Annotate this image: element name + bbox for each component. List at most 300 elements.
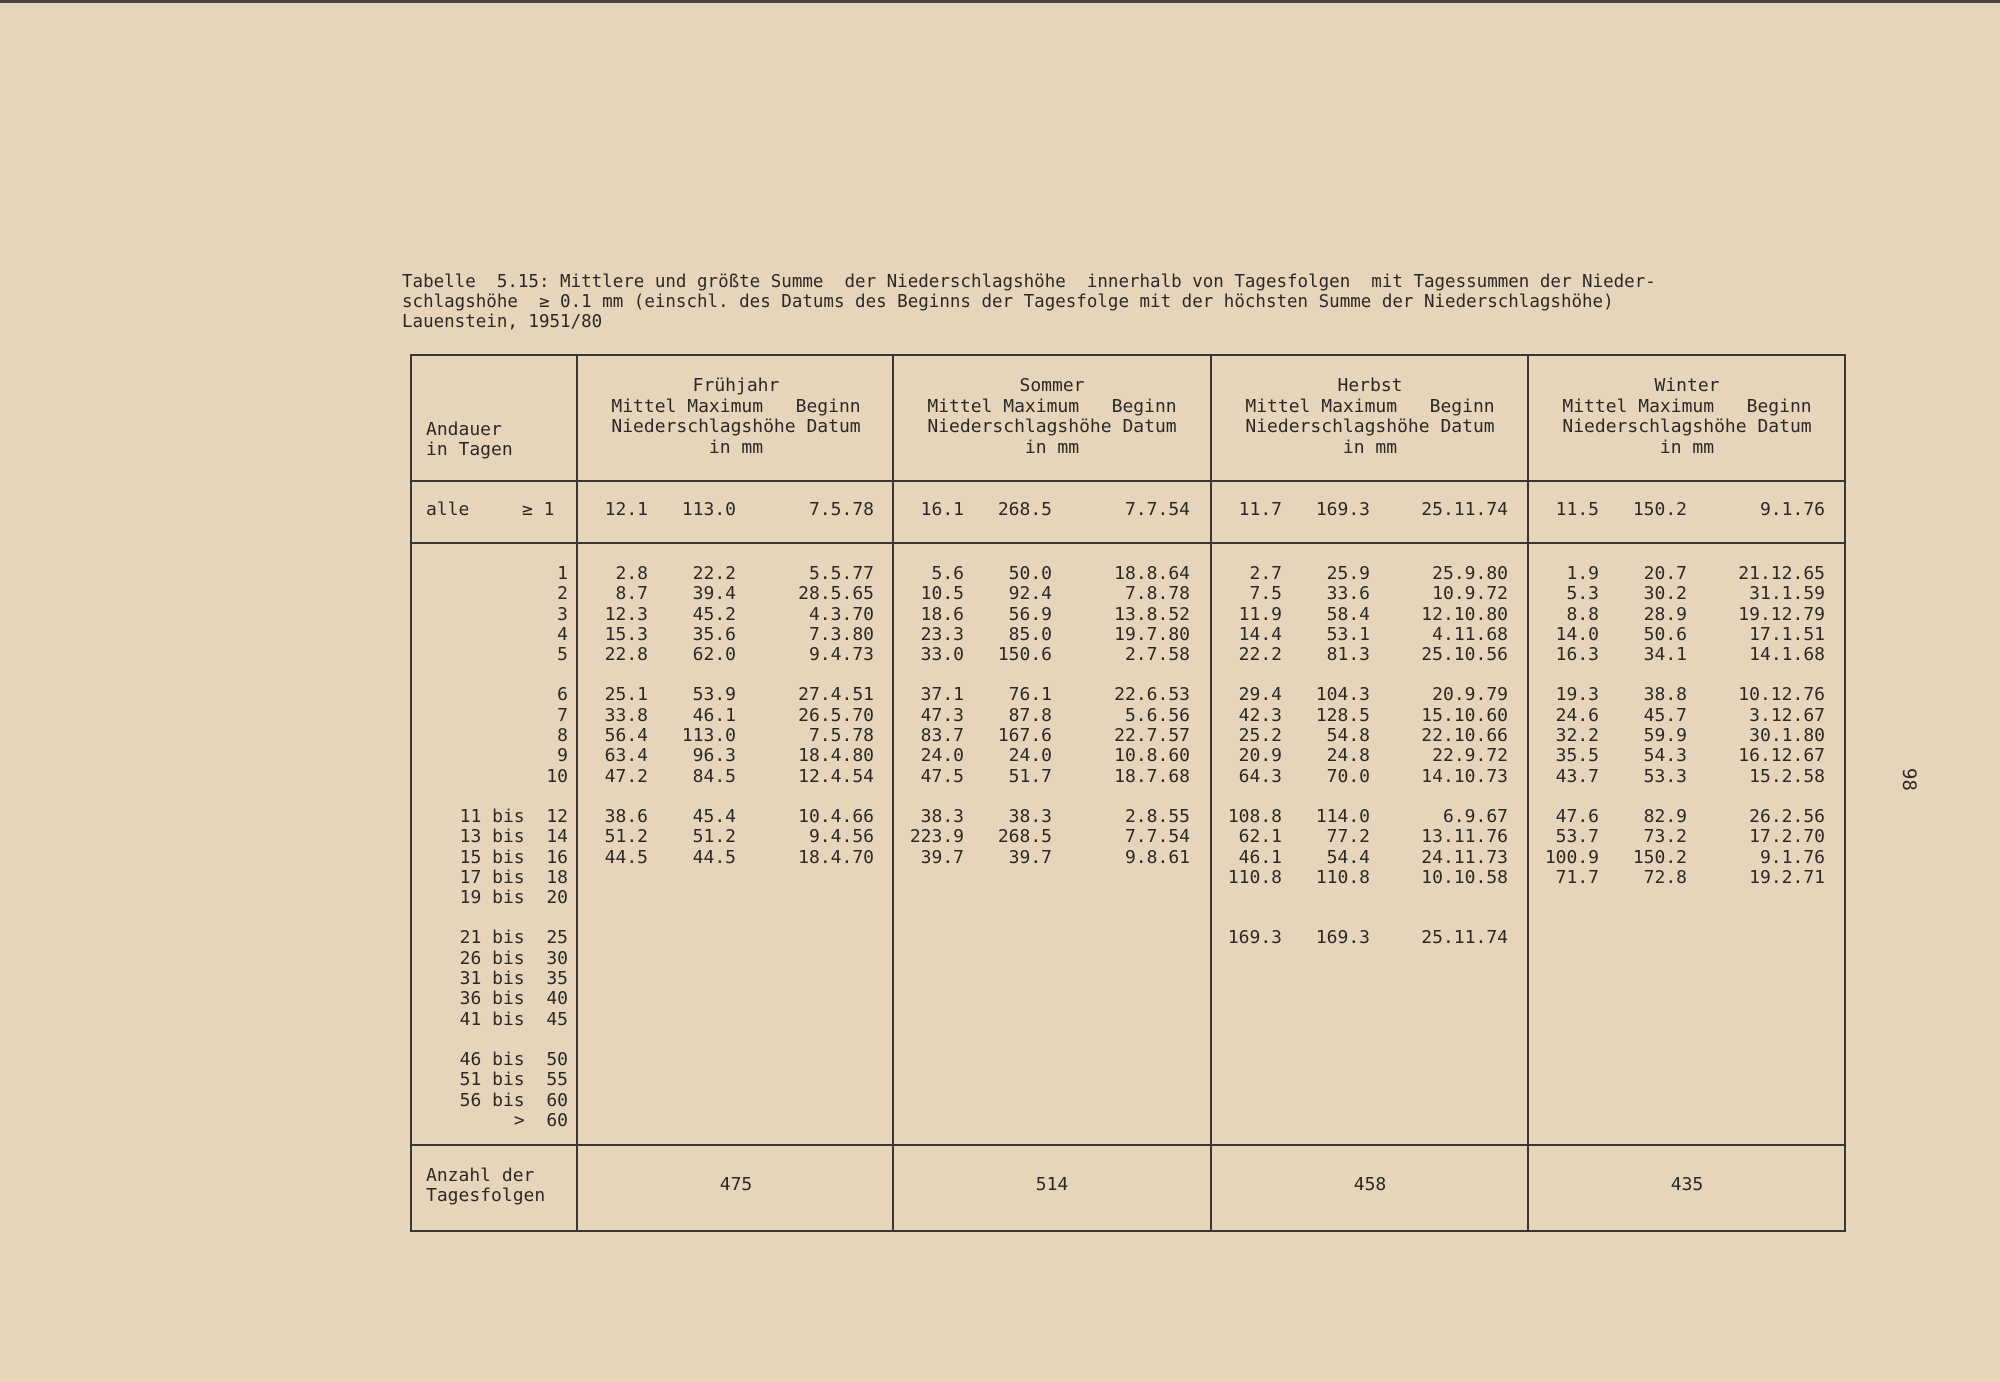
- value-group: [902, 685, 1202, 786]
- cell-maximum: 22.2: [692, 563, 736, 584]
- cell-maximum: 268.5: [997, 826, 1052, 848]
- cell-mittel: 11.7: [1238, 499, 1282, 520]
- table-row: [1220, 949, 1520, 969]
- count-winter: 435: [1670, 1174, 1704, 1195]
- cell-datum: 20.9.79: [1432, 684, 1508, 706]
- cell-datum: 27.4.51: [798, 684, 874, 706]
- cell-mittel: 2.7: [1249, 563, 1282, 584]
- cell-mittel: 110.8: [1227, 866, 1282, 888]
- header-divider: [410, 480, 1846, 482]
- table-row: [1537, 807, 1837, 827]
- cell-maximum: 24.8: [1326, 745, 1370, 767]
- cell-mittel: 53.7: [1555, 826, 1599, 848]
- table-row: [1537, 625, 1837, 645]
- duration-label: 36 bis 40: [459, 988, 568, 1010]
- cell-datum: 24.11.73: [1421, 846, 1508, 868]
- column-divider: [892, 356, 894, 1230]
- season-name: Herbst: [1337, 375, 1403, 396]
- cell-mittel: 71.7: [1555, 866, 1599, 888]
- table-row: [1537, 706, 1837, 726]
- cell-mittel: 25.1: [604, 684, 648, 706]
- cell-mittel: 20.9: [1238, 745, 1282, 767]
- cell-datum: 2.7.58: [1124, 644, 1190, 666]
- duration-label: 8: [557, 725, 568, 747]
- cell-mittel: 37.1: [920, 684, 964, 706]
- cell-mittel: 8.8: [1566, 603, 1599, 625]
- cell-datum: 9.1.76: [1759, 499, 1825, 520]
- cell-maximum: 20.7: [1643, 563, 1687, 584]
- footer-divider: [410, 1144, 1846, 1146]
- count-sommer: 514: [1035, 1174, 1069, 1195]
- table-row: [902, 746, 1202, 766]
- cell-datum: 28.5.65: [798, 583, 874, 605]
- cell-datum: 15.10.60: [1421, 704, 1508, 726]
- table-row: [902, 726, 1202, 746]
- cell-mittel: 63.4: [604, 745, 648, 767]
- table-row: [586, 685, 886, 705]
- value-group: [1537, 807, 1837, 908]
- duration-label: 19 bis 20: [459, 887, 568, 909]
- cell-datum: 26.2.56: [1749, 805, 1825, 827]
- cell-mittel: 47.5: [920, 765, 964, 787]
- cell-mittel: 15.3: [604, 623, 648, 645]
- column-divider: [576, 356, 578, 1230]
- season-subheader-3: in mm: [1024, 436, 1080, 458]
- table-row: [1220, 888, 1520, 908]
- cell-datum: 30.1.80: [1749, 725, 1825, 747]
- cell-mittel: 24.0: [920, 745, 964, 767]
- table-caption: [402, 272, 1862, 332]
- cell-mittel: 38.3: [920, 805, 964, 827]
- cell-mittel: 23.3: [920, 623, 964, 645]
- cell-maximum: 114.0: [1315, 805, 1370, 827]
- cell-mittel: 223.9: [909, 826, 964, 848]
- table-row: [1220, 746, 1520, 766]
- table-row: [586, 868, 886, 888]
- alle-row-sommer: [902, 500, 1202, 520]
- cell-datum: 7.8.78: [1124, 583, 1190, 605]
- duration-label: 15 bis 16: [459, 846, 568, 868]
- duration-header-line-1: Andauer: [426, 419, 502, 440]
- cell-datum: 25.10.56: [1421, 644, 1508, 666]
- duration-group: [428, 564, 568, 665]
- value-group: [1220, 564, 1520, 665]
- cell-maximum: 169.3: [1315, 927, 1370, 949]
- duration-label: 4: [557, 623, 568, 645]
- cell-mittel: 46.1: [1238, 846, 1282, 868]
- cell-mittel: 14.0: [1555, 623, 1599, 645]
- value-group: [902, 928, 1202, 1029]
- cell-mittel: 169.3: [1227, 927, 1282, 949]
- caption-line-2: schlagshöhe ≥ 0.1 mm (einschl. des Datums des Beginns der Tagesfolge mit der höchsten Summe der Niederschlagshöhe): [402, 292, 1614, 312]
- cell-maximum: 34.1: [1643, 644, 1687, 666]
- cell-datum: 10.9.72: [1432, 583, 1508, 605]
- table-row: [902, 625, 1202, 645]
- table-row: [1537, 928, 1837, 948]
- cell-datum: 13.11.76: [1421, 826, 1508, 848]
- cell-maximum: 150.6: [997, 644, 1052, 666]
- cell-datum: 18.8.64: [1114, 563, 1190, 584]
- cell-maximum: 30.2: [1643, 583, 1687, 605]
- cell-mittel: 42.3: [1238, 704, 1282, 726]
- table-row: [586, 645, 886, 665]
- cell-mittel: 47.3: [920, 704, 964, 726]
- duration-label: 11 bis 12: [459, 805, 568, 827]
- alle-label: alle: [426, 499, 470, 520]
- cell-datum: 9.8.61: [1124, 846, 1190, 868]
- table-row: [1220, 989, 1520, 1009]
- cell-mittel: 25.2: [1238, 725, 1282, 747]
- cell-mittel: 108.8: [1227, 805, 1282, 827]
- cell-maximum: 33.6: [1326, 583, 1370, 605]
- cell-mittel: 18.6: [920, 603, 964, 625]
- cell-mittel: 62.1: [1238, 826, 1282, 848]
- table-row: [586, 706, 886, 726]
- cell-maximum: 39.7: [1008, 846, 1052, 868]
- cell-maximum: 38.3: [1008, 805, 1052, 827]
- table-row: [902, 564, 1202, 584]
- cell-maximum: 81.3: [1326, 644, 1370, 666]
- cell-datum: 22.6.53: [1114, 684, 1190, 706]
- season-header-winter: [1537, 376, 1837, 458]
- table-row: [1220, 848, 1520, 868]
- cell-datum: 18.4.80: [798, 745, 874, 767]
- duration-label: 56 bis 60: [459, 1089, 568, 1111]
- table-row: [902, 645, 1202, 665]
- value-group: [1220, 807, 1520, 908]
- caption-line-1: Tabelle 5.15: Mittlere und größte Summe der Niederschlagshöhe innerhalb von Tagesfolgen mit Tagessummen der Nieder-: [402, 272, 1656, 292]
- season-subheader-3: in mm: [708, 436, 764, 458]
- duration-label: 41 bis 45: [459, 1008, 568, 1030]
- value-group: [1537, 564, 1837, 665]
- cell-mittel: 29.4: [1238, 684, 1282, 706]
- cell-datum: 17.2.70: [1749, 826, 1825, 848]
- table-row: [1220, 726, 1520, 746]
- cell-datum: 12.10.80: [1421, 603, 1508, 625]
- season-header-fruehjahr: [586, 376, 886, 458]
- table-row: [586, 625, 886, 645]
- table-row: [1220, 1010, 1520, 1030]
- cell-maximum: 54.8: [1326, 725, 1370, 747]
- table-row: [902, 827, 1202, 847]
- cell-mittel: 35.5: [1555, 745, 1599, 767]
- cell-datum: 25.9.80: [1432, 563, 1508, 584]
- cell-maximum: 25.9: [1326, 563, 1370, 584]
- table-row: [1220, 584, 1520, 604]
- table-row: [1537, 848, 1837, 868]
- table-row: [902, 888, 1202, 908]
- duration-label: 51 bis 55: [459, 1069, 568, 1091]
- table-row: [902, 767, 1202, 787]
- cell-maximum: 50.6: [1643, 623, 1687, 645]
- table-row: [902, 949, 1202, 969]
- cell-datum: 17.1.51: [1749, 623, 1825, 645]
- table-border-right: [1844, 356, 1846, 1230]
- alle-threshold: ≥ 1: [522, 499, 555, 520]
- cell-mittel: 56.4: [604, 725, 648, 747]
- count-herbst: 458: [1353, 1174, 1387, 1195]
- cell-datum: 22.9.72: [1432, 745, 1508, 767]
- cell-maximum: 96.3: [692, 745, 736, 767]
- duration-label: 10: [546, 765, 568, 787]
- cell-datum: 14.1.68: [1749, 644, 1825, 666]
- cell-maximum: 82.9: [1643, 805, 1687, 827]
- cell-mittel: 43.7: [1555, 765, 1599, 787]
- cell-mittel: 11.5: [1555, 499, 1599, 520]
- duration-label: 17 bis 18: [459, 866, 568, 888]
- value-group: [586, 685, 886, 786]
- cell-mittel: 10.5: [920, 583, 964, 605]
- cell-maximum: 28.9: [1643, 603, 1687, 625]
- table-row: [1537, 564, 1837, 584]
- cell-datum: 12.4.54: [798, 765, 874, 787]
- cell-maximum: 45.7: [1643, 704, 1687, 726]
- cell-mittel: 64.3: [1238, 765, 1282, 787]
- table-row: [902, 848, 1202, 868]
- cell-maximum: 35.6: [692, 623, 736, 645]
- cell-maximum: 150.2: [1632, 499, 1687, 520]
- cell-mittel: 11.9: [1238, 603, 1282, 625]
- cell-maximum: 128.5: [1315, 704, 1370, 726]
- cell-mittel: 32.2: [1555, 725, 1599, 747]
- cell-datum: 10.8.60: [1114, 745, 1190, 767]
- table-row: [1220, 827, 1520, 847]
- duration-label: 3: [557, 603, 568, 625]
- cell-datum: 10.12.76: [1738, 684, 1825, 706]
- cell-maximum: 54.4: [1326, 846, 1370, 868]
- table-row: [1220, 807, 1520, 827]
- duration-label: 21 bis 25: [459, 927, 568, 949]
- cell-maximum: 113.0: [681, 725, 736, 747]
- cell-maximum: 45.2: [692, 603, 736, 625]
- cell-mittel: 100.9: [1544, 846, 1599, 868]
- cell-maximum: 104.3: [1315, 684, 1370, 706]
- cell-maximum: 72.8: [1643, 866, 1687, 888]
- duration-label: 26 bis 30: [459, 947, 568, 969]
- cell-maximum: 268.5: [997, 499, 1052, 520]
- cell-mittel: 33.0: [920, 644, 964, 666]
- cell-mittel: 33.8: [604, 704, 648, 726]
- cell-maximum: 50.0: [1008, 563, 1052, 584]
- table-row: [1537, 726, 1837, 746]
- table-row: [1537, 685, 1837, 705]
- cell-datum: 9.4.73: [808, 644, 874, 666]
- season-subheader-1: Mittel Maximum Beginn: [1562, 395, 1812, 417]
- cell-maximum: 84.5: [692, 765, 736, 787]
- cell-maximum: 62.0: [692, 644, 736, 666]
- cell-mittel: 12.3: [604, 603, 648, 625]
- cell-datum: 26.5.70: [798, 704, 874, 726]
- cell-maximum: 24.0: [1008, 745, 1052, 767]
- cell-mittel: 16.3: [1555, 644, 1599, 666]
- cell-mittel: 8.7: [615, 583, 648, 605]
- table-row: [586, 746, 886, 766]
- cell-maximum: 51.7: [1008, 765, 1052, 787]
- season-data-herbst: [1220, 564, 1520, 1050]
- cell-maximum: 39.4: [692, 583, 736, 605]
- value-group: [586, 928, 886, 1029]
- cell-datum: 9.1.76: [1759, 846, 1825, 868]
- cell-mittel: 5.3: [1566, 583, 1599, 605]
- table-row: [586, 928, 886, 948]
- season-subheader-2: Niederschlagshöhe Datum: [927, 416, 1177, 437]
- table-row: [1537, 827, 1837, 847]
- table-row: [902, 1010, 1202, 1030]
- cell-mittel: 12.1: [604, 499, 648, 520]
- cell-datum: 22.7.57: [1114, 725, 1190, 747]
- season-subheader-3: in mm: [1659, 436, 1715, 458]
- value-group: [902, 564, 1202, 665]
- duration-group: [428, 928, 568, 1029]
- cell-datum: 14.10.73: [1421, 765, 1508, 787]
- cell-maximum: 53.1: [1326, 623, 1370, 645]
- duration-header-line-2: in Tagen: [426, 439, 513, 460]
- cell-maximum: 44.5: [692, 846, 736, 868]
- table-row: [1537, 605, 1837, 625]
- cell-datum: 9.4.56: [808, 826, 874, 848]
- table-row: [1537, 584, 1837, 604]
- table-row: [586, 807, 886, 827]
- cell-datum: 31.1.59: [1749, 583, 1825, 605]
- cell-mittel: 39.7: [920, 846, 964, 868]
- cell-maximum: 76.1: [1008, 684, 1052, 706]
- season-name: Frühjahr: [692, 375, 780, 396]
- cell-maximum: 51.2: [692, 826, 736, 848]
- table-row: [902, 807, 1202, 827]
- table-row: [586, 989, 886, 1009]
- table-row: [1220, 645, 1520, 665]
- alle-row-divider: [410, 542, 1846, 544]
- table-row: [1220, 706, 1520, 726]
- cell-datum: 25.11.74: [1421, 927, 1508, 949]
- cell-datum: 7.7.54: [1124, 826, 1190, 848]
- cell-mittel: 47.6: [1555, 805, 1599, 827]
- cell-datum: 3.12.67: [1749, 704, 1825, 726]
- cell-mittel: 16.1: [920, 499, 964, 520]
- season-subheader-2: Niederschlagshöhe Datum: [1245, 416, 1495, 437]
- table-row: [586, 726, 886, 746]
- table-row: [586, 1010, 886, 1030]
- cell-maximum: 53.3: [1643, 765, 1687, 787]
- table-row: [1220, 625, 1520, 645]
- table-row: [1220, 767, 1520, 787]
- table-row: [586, 848, 886, 868]
- table-row: [586, 969, 886, 989]
- duration-label: 9: [557, 745, 568, 767]
- footer-label-line-2: Tagesfolgen: [426, 1185, 546, 1206]
- table-row: [902, 706, 1202, 726]
- duration-group: [428, 807, 568, 908]
- cell-mittel: 24.6: [1555, 704, 1599, 726]
- cell-datum: 5.6.56: [1124, 704, 1190, 726]
- alle-row-fruehjahr: [586, 500, 886, 520]
- duration-label: 46 bis 50: [459, 1048, 568, 1070]
- cell-mittel: 47.2: [604, 765, 648, 787]
- season-name: Sommer: [1019, 375, 1085, 396]
- table-row: [586, 767, 886, 787]
- value-group: [1220, 685, 1520, 786]
- table-row: [1537, 969, 1837, 989]
- cell-datum: 7.3.80: [808, 623, 874, 645]
- season-data-sommer: [902, 564, 1202, 1050]
- duration-label: 5: [557, 644, 568, 666]
- cell-maximum: 56.9: [1008, 603, 1052, 625]
- season-subheader-3: in mm: [1342, 436, 1398, 458]
- cell-maximum: 46.1: [692, 704, 736, 726]
- cell-datum: 15.2.58: [1749, 765, 1825, 787]
- table-row: [586, 949, 886, 969]
- table-border-left: [410, 356, 412, 1230]
- table-row: [586, 584, 886, 604]
- cell-maximum: 58.4: [1326, 603, 1370, 625]
- cell-datum: 7.5.78: [808, 725, 874, 747]
- cell-maximum: 92.4: [1008, 583, 1052, 605]
- table-row: [1220, 564, 1520, 584]
- cell-maximum: 38.8: [1643, 684, 1687, 706]
- cell-maximum: 73.2: [1643, 826, 1687, 848]
- value-group: [1537, 685, 1837, 786]
- page-top-edge: [0, 0, 2000, 3]
- season-header-sommer: [902, 376, 1202, 458]
- cell-mittel: 2.8: [615, 563, 648, 584]
- cell-datum: 10.10.58: [1421, 866, 1508, 888]
- table-row: [586, 564, 886, 584]
- season-subheader-1: Mittel Maximum Beginn: [1245, 395, 1495, 417]
- value-group: [586, 807, 886, 908]
- cell-mittel: 7.5: [1249, 583, 1282, 605]
- column-divider: [1210, 356, 1212, 1230]
- cell-datum: 25.11.74: [1421, 499, 1508, 520]
- count-fruehjahr: 475: [719, 1174, 753, 1195]
- cell-mittel: 22.2: [1238, 644, 1282, 666]
- value-group: [902, 807, 1202, 908]
- season-data-fruehjahr: [586, 564, 886, 1050]
- cell-datum: 16.12.67: [1738, 745, 1825, 767]
- season-name: Winter: [1654, 375, 1720, 396]
- season-subheader-2: Niederschlagshöhe Datum: [1562, 416, 1812, 437]
- cell-maximum: 169.3: [1315, 499, 1370, 520]
- cell-mittel: 5.6: [931, 563, 964, 584]
- duration-column: [428, 564, 568, 1151]
- cell-maximum: 77.2: [1326, 826, 1370, 848]
- cell-mittel: 38.6: [604, 805, 648, 827]
- season-subheader-1: Mittel Maximum Beginn: [611, 395, 861, 417]
- cell-maximum: 85.0: [1008, 623, 1052, 645]
- cell-mittel: 44.5: [604, 846, 648, 868]
- cell-datum: 4.11.68: [1432, 623, 1508, 645]
- cell-datum: 19.12.79: [1738, 603, 1825, 625]
- table-row: [1537, 949, 1837, 969]
- table-row: [1537, 989, 1837, 1009]
- table-row: [586, 888, 886, 908]
- column-divider: [1527, 356, 1529, 1230]
- cell-maximum: 87.8: [1008, 704, 1052, 726]
- cell-datum: 18.4.70: [798, 846, 874, 868]
- table-row: [902, 989, 1202, 1009]
- cell-datum: 7.7.54: [1124, 499, 1190, 520]
- table-row: [1537, 868, 1837, 888]
- cell-datum: 5.5.77: [808, 563, 874, 584]
- cell-mittel: 14.4: [1238, 623, 1282, 645]
- cell-maximum: 113.0: [681, 499, 736, 520]
- cell-mittel: 51.2: [604, 826, 648, 848]
- table-row: [586, 605, 886, 625]
- table-row: [902, 969, 1202, 989]
- footer-label-line-1: Anzahl der: [426, 1165, 535, 1186]
- value-group: [1220, 928, 1520, 1029]
- cell-mittel: 19.3: [1555, 684, 1599, 706]
- cell-maximum: 150.2: [1632, 846, 1687, 868]
